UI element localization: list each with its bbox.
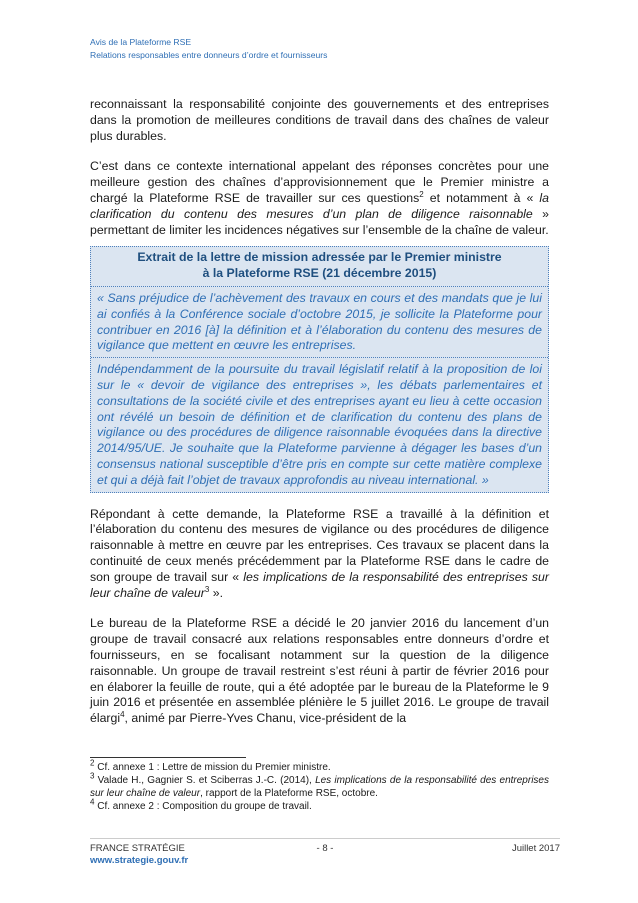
excerpt-title-line-2: à la Plateforme RSE (21 décembre 2015)	[202, 266, 437, 281]
footer-date: Juillet 2017	[511, 843, 560, 854]
paragraph-2-text: C’est dans ce contexte international appelant des réponses concrètes pour une meilleure gestion des chaînes d’approvisionnement que le Premier ministre a chargé la Plateforme RSE de travailler sur ces questions	[90, 159, 549, 205]
footnote-ref-4: 4	[120, 710, 125, 719]
paragraph-3-text: Répondant à cette demande, la Plateforme RSE a travaillé à la définition et l’élaboration du contenu des mesures de vigilance ou des procédures de diligence raisonnable à mettre en œuvre par les entreprises. Ces travaux se placent dans la continuité de ceux menés précédemment par la Plateforme RSE dans le cadre de son groupe de travail sur «	[90, 506, 549, 584]
footnote-3	[90, 771, 549, 800]
excerpt-quote-1: « Sans préjudice de l’achèvement des travaux en cours et des mandats que je lui ai confiés à la Conférence sociale d’octobre 2015, je sollicite la Plateforme pour contribuer en 2016 [à] la définition et à l’élaboration du contenu des mesures de vigilance que mettent en œuvre les entreprises.	[91, 287, 548, 358]
footnote-4-number: 4	[90, 797, 95, 807]
footnotes	[90, 758, 549, 813]
excerpt-quote-2: Indépendamment de la poursuite du travail législatif relatif à la proposition de loi sur le « devoir de vigilance des entreprises », les débats parlementaires et consultations de la société civile et des entreprises ayant eu lieu à cette occasion ont révélé un besoin de définition et de clarification du contenu des plans de vigilance ou des procédures de diligence raisonnable évoquées dans la directive 2014/95/UE. Je souhaite que la Plateforme parvienne à dégager les bases d’un consensus national susceptible d’être pris en compte sur cette matière complexe et qui a déjà fait l’objet de travaux approfondis au niveau international. »	[97, 362, 542, 487]
footnote-3-italic: Les implications de la responsabilité des entreprises sur leur chaîne de valeur	[90, 775, 549, 799]
paragraph-3-text-b: ».	[209, 585, 223, 600]
header-title: Avis de la Plateforme RSE	[90, 37, 192, 47]
paragraph-2-italic: la clarification du contenu des mesures d’un plan de diligence raisonnable	[90, 190, 549, 221]
footer-organization: FRANCE STRATÉGIE	[90, 843, 185, 854]
paragraph-1: reconnaissant la responsabilité conjointe des gouvernements et des entreprises dans la promotion de meilleures conditions de travail dans des chaînes de valeur plus durables.	[90, 97, 549, 143]
footer-divider	[90, 838, 560, 839]
footnote-2-text: Cf. annexe 1 : Lettre de mission du Premier ministre.	[94, 762, 331, 773]
footnote-ref-3: 3	[204, 584, 210, 594]
footnote-divider	[90, 757, 246, 758]
page-number: - 8 -	[316, 843, 334, 854]
paragraph-2	[90, 159, 549, 238]
paragraph-2-text-c: » permettant de limiter les incidences négatives sur l’ensemble de la chaîne de valeur.	[90, 206, 549, 237]
excerpt-title	[91, 247, 548, 287]
paragraph-4-text: Le bureau de la Plateforme RSE a décidé le 20 janvier 2016 du lancement d’un groupe de travail consacré aux relations responsables entre donneurs d’ordre et fournisseurs, en se focalisant notamment sur la question de la diligence raisonnable. Un groupe de travail restreint s’est réuni à partir de février 2016 pour en élaborer la feuille de route, qui a été adoptée par le bureau de la Plateforme le 9 juin 2016 et présentée en assemblée plénière le 5 juillet 2016. Le groupe de travail élargi	[90, 616, 549, 726]
footnote-ref-2: 2	[419, 189, 424, 199]
excerpt-title-line-1: Extrait de la lettre de mission adressée par le Premier ministre	[137, 250, 502, 265]
footnote-2	[90, 758, 549, 774]
footnote-4	[90, 797, 549, 813]
page-body	[90, 97, 549, 727]
footnote-2-number: 2	[90, 758, 95, 768]
footer-website-link[interactable]: www.strategie.gouv.fr	[90, 855, 189, 866]
header-subtitle: Relations responsables entre donneurs d’ordre et fournisseurs	[90, 50, 328, 60]
paragraph-3-italic: les implications de la responsabilité des entreprises sur leur chaîne de valeur	[90, 569, 549, 600]
mission-letter-excerpt-box	[90, 246, 549, 492]
paragraph-4-text-b: , animé par Pierre-Yves Chanu, vice-président de la	[124, 711, 407, 726]
paragraph-4	[90, 616, 549, 727]
footnote-3-number: 3	[90, 771, 95, 781]
page-header	[90, 36, 560, 62]
footnote-3-text-b: , rapport de la Plateforme RSE, octobre.	[200, 788, 378, 799]
footnote-4-text: Cf. annexe 2 : Composition du groupe de travail.	[94, 801, 312, 812]
paragraph-2-text-b: et notamment à «	[423, 190, 540, 205]
footnote-3-text: Valade H., Gagnier S. et Sciberras J.-C. (2014),	[94, 775, 316, 786]
paragraph-3	[90, 507, 549, 602]
